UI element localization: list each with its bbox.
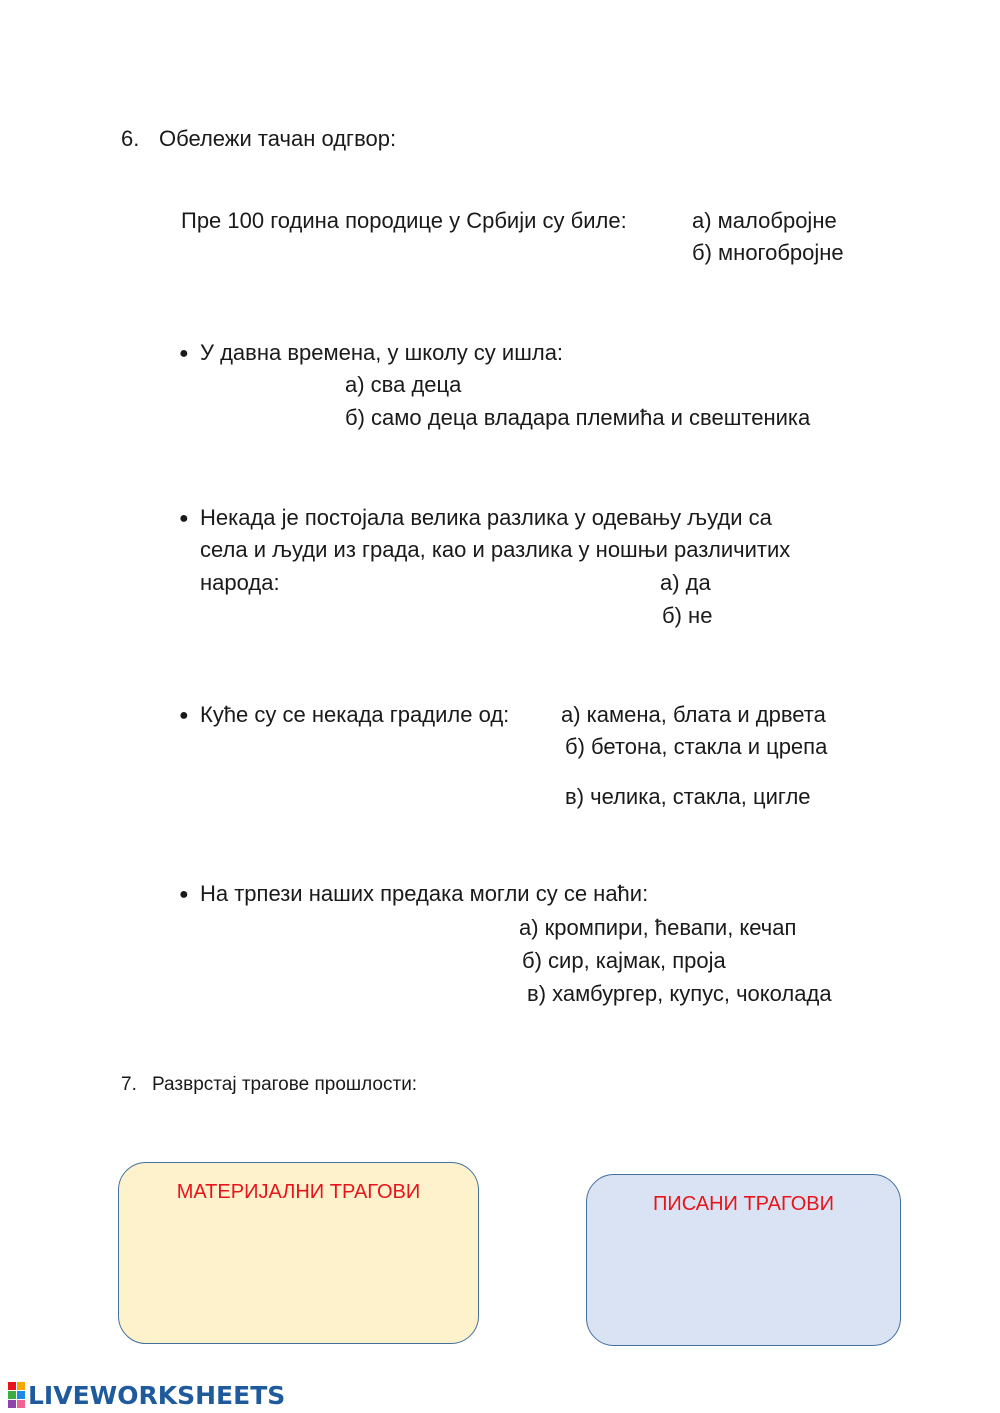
item-3-option-b[interactable]: б) не: [662, 603, 713, 628]
bullet-icon: ●: [179, 345, 189, 362]
item-1-question: Пре 100 година породице у Србији су биле:: [181, 208, 627, 233]
item-3-question-line-2: села и људи из града, као и разлика у ношњи различитих: [200, 537, 791, 562]
item-1-option-b[interactable]: б) многобројне: [692, 240, 844, 265]
item-3-question-line-1: Некада је постојала велика разлика у одевању људи са: [200, 505, 772, 530]
item-2-option-b[interactable]: б) само деца владара племића и свештеника: [345, 405, 811, 430]
liveworksheets-logo-text: LIVEWORKSHEETS: [28, 1380, 286, 1410]
item-4-option-a[interactable]: а) камена, блата и дрвета: [561, 702, 826, 727]
bullet-icon: ●: [179, 886, 189, 903]
question-7-number: 7.: [121, 1074, 137, 1095]
item-2-option-a[interactable]: а) сва деца: [345, 372, 462, 397]
bullet-icon: ●: [179, 510, 189, 527]
question-7-title: Разврстај трагове прошлости:: [152, 1074, 418, 1095]
item-5-question: На трпези наших предака могли су се наћи:: [200, 881, 649, 906]
material-traces-label: МАТЕРИЈАЛНИ ТРАГОВИ: [176, 1181, 421, 1203]
item-1-option-a[interactable]: а) малобројне: [692, 208, 837, 233]
question-6-title: Обележи тачан одгвор:: [159, 126, 397, 151]
written-traces-dropzone[interactable]: [586, 1174, 901, 1346]
item-5-option-b[interactable]: б) сир, кајмак, проја: [522, 948, 726, 973]
item-3-option-a[interactable]: а) да: [660, 570, 711, 595]
item-4-option-b[interactable]: б) бетона, стакла и црепа: [565, 734, 828, 759]
item-4-question: Куће су се некада градиле од:: [200, 702, 510, 727]
liveworksheets-logo-icon: [8, 1382, 25, 1408]
material-traces-dropzone[interactable]: [118, 1162, 479, 1344]
item-4-option-c[interactable]: в) челика, стакла, цигле: [565, 784, 811, 809]
written-traces-label: ПИСАНИ ТРАГОВИ: [652, 1193, 834, 1215]
item-5-option-a[interactable]: а) кромпири, ћевапи, кечап: [519, 915, 797, 940]
liveworksheets-logo: [8, 1380, 285, 1410]
question-6-number: 6.: [121, 126, 140, 151]
item-3-question-line-3: народа:: [200, 570, 280, 595]
item-2-question: У давна времена, у школу су ишла:: [200, 340, 564, 365]
item-5-option-c[interactable]: в) хамбургер, купус, чоколада: [527, 981, 832, 1006]
bullet-icon: ●: [179, 707, 189, 724]
